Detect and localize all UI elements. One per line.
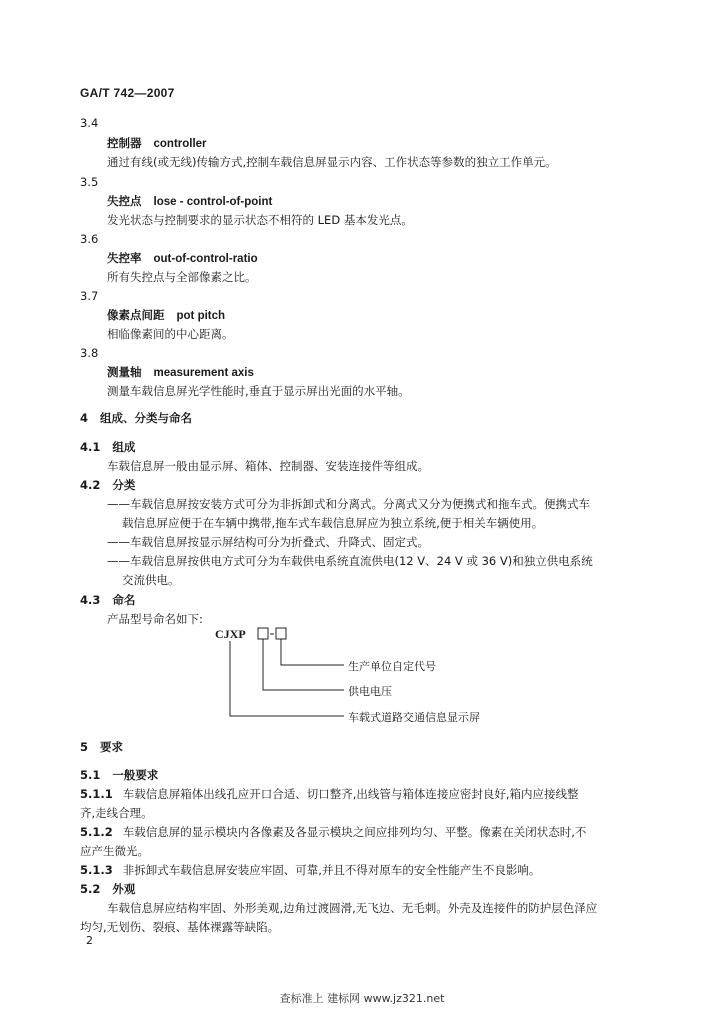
section-number: 4 <box>80 411 89 425</box>
code-box-2 <box>276 628 286 639</box>
term-definition: 发光状态与控制要求的显示状态不相符的 LED 基本发光点。 <box>107 213 413 227</box>
clause-number: 3.7 <box>80 289 99 303</box>
term-cn: 失控率 <box>107 251 142 265</box>
clause-number: 3.8 <box>80 346 99 360</box>
section-title: 组成、分类与命名 <box>100 411 193 425</box>
subsection-title: 一般要求 <box>112 768 159 782</box>
term-en: out-of-control-ratio <box>153 253 258 265</box>
clause-paragraph <box>80 825 586 839</box>
paragraph: 产品型号命名如下: <box>107 612 203 626</box>
label-manufacturer-code: 生产单位自定代号 <box>348 660 436 673</box>
term-cn: 失控点 <box>107 194 142 208</box>
clause-number: 3.5 <box>80 175 99 189</box>
model-code: CJXP <box>215 627 246 641</box>
standard-header: GA/T 742—2007 <box>80 86 175 100</box>
section-title: 要求 <box>100 740 124 754</box>
term-definition: 相临像素间的中心距离。 <box>107 327 234 341</box>
clause-number: 3.6 <box>80 232 99 246</box>
subsection-number: 5.1 <box>80 768 101 782</box>
list-item: ——车载信息屏按显示屏结构可分为折叠式、升降式、固定式。 <box>107 535 429 549</box>
section-heading <box>80 740 123 754</box>
clause-number: 3.4 <box>80 116 99 130</box>
subsection-number: 5.2 <box>80 882 101 896</box>
term-definition: 测量车载信息屏光学性能时,垂直于显示屏出光面的水平轴。 <box>107 384 410 398</box>
subsection-title: 命名 <box>112 593 136 607</box>
list-item: ——车载信息屏按供电方式可分为车载供电系统直流供电(12 V、24 V 或 36 V)和独立供电系统 <box>107 554 593 568</box>
clause-text: 非拆卸式车载信息屏安装应牢固、可靠,并且不得对原车的安全性能产生不良影响。 <box>122 863 541 877</box>
label-product-type: 车载式道路交通信息显示屏 <box>348 711 480 724</box>
clause-paragraph <box>80 863 540 877</box>
paragraph-continuation: 均匀,无划伤、裂痕、基体裸露等缺陷。 <box>80 920 280 934</box>
subsection-number: 4.1 <box>80 440 101 454</box>
paragraph: 车载信息屏一般由显示屏、箱体、控制器、安装连接件等组成。 <box>107 459 429 473</box>
list-item-continuation: 交流供电。 <box>122 573 180 587</box>
term-en: controller <box>153 138 207 150</box>
list-item: ——车载信息屏按安装方式可分为非拆卸式和分离式。分离式又分为便携式和拖车式。便携式车 <box>107 497 590 511</box>
label-supply-voltage: 供电电压 <box>348 685 392 698</box>
clause-text: 车载信息屏箱体出线孔应开口合适、切口整齐,出线管与箱体连接应密封良好,箱内应接线整 <box>122 787 579 801</box>
leader-line-3 <box>230 641 344 716</box>
clause-number: 5.1.2 <box>80 825 113 839</box>
term-definition: 所有失控点与全部像素之比。 <box>107 270 257 284</box>
page-number: 2 <box>86 934 93 947</box>
subsection-number: 4.2 <box>80 478 101 492</box>
clause-text: 车载信息屏的显示模块内各像素及各显示模块之间应排列均匀、平整。像素在关闭状态时,不 <box>122 825 587 839</box>
clause-number: 5.1.1 <box>80 787 113 801</box>
clause-continuation: 应产生微光。 <box>80 844 149 858</box>
term-cn: 测量轴 <box>107 365 142 379</box>
watermark: 查标准上 建标网 www.jz321.net <box>279 992 445 1005</box>
leader-line-1 <box>281 639 344 665</box>
subsection-heading <box>80 768 158 782</box>
subsection-title: 外观 <box>112 882 136 896</box>
paragraph: 车载信息屏应结构牢固、外形美观,边角过渡圆滑,无飞边、无毛刺。外壳及连接件的防护层色泽应 <box>107 901 598 915</box>
list-item-continuation: 载信息屏应便于在车辆中携带,拖车式车载信息屏应为独立系统,便于相关车辆使用。 <box>122 516 544 530</box>
code-box-1 <box>258 628 268 639</box>
term-en: measurement axis <box>153 367 254 379</box>
clause-continuation: 齐,走线合理。 <box>80 806 153 820</box>
term-definition: 通过有线(或无线)传输方式,控制车载信息屏显示内容、工作状态等参数的独立工作单元。 <box>107 155 557 169</box>
clause-paragraph <box>80 787 579 801</box>
subsection-title: 分类 <box>112 478 136 492</box>
term-cn: 像素点间距 <box>107 308 165 322</box>
subsection-title: 组成 <box>112 440 136 454</box>
section-number: 5 <box>80 740 89 754</box>
term-en: lose - control-of-point <box>153 196 273 208</box>
term-cn: 控制器 <box>107 136 142 150</box>
subsection-heading <box>80 882 135 896</box>
term-en: pot pitch <box>176 310 226 322</box>
clause-number: 5.1.3 <box>80 863 113 877</box>
subsection-number: 4.3 <box>80 593 101 607</box>
